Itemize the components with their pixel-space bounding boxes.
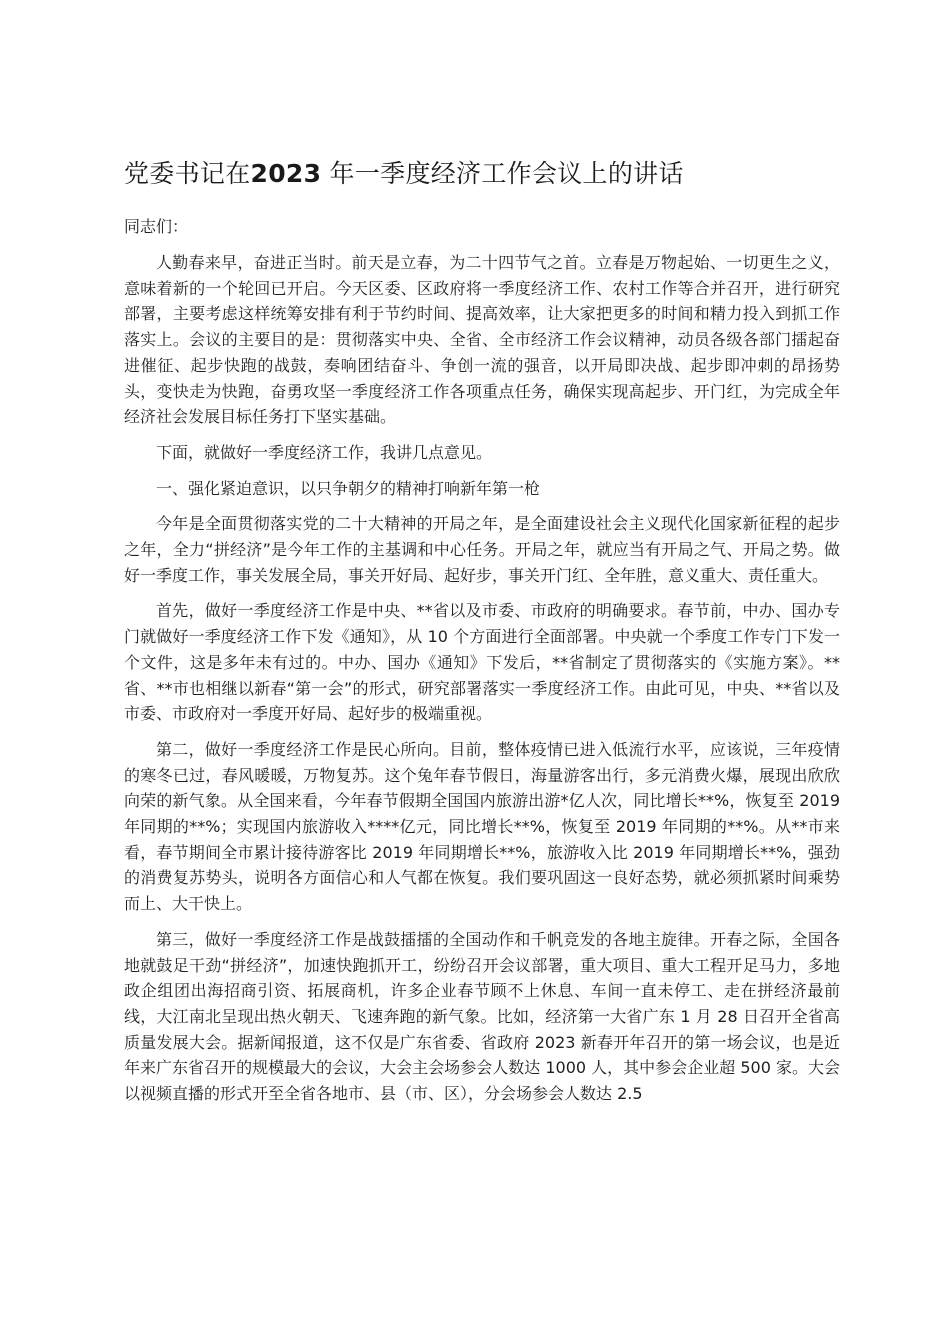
paragraph-first-reason: 首先，做好一季度经济工作是中央、**省以及市委、市政府的明确要求。春节前，中办、国办专门就做好一季度经济工作下发《通知》，从 10 个方面进行全面部署。中央就一个季度工作专门下发一个文件，这是多年未有过的。中办、国办《通知》下发后，**省制定了贯彻落实的《实施方案》。**省、**市也相继以新春“第一会”的形式，研究部署落实一季度经济工作。由此可见，中央、**省以及市委、市政府对一季度开好局、起好步的极端重视。 [124, 601, 840, 724]
salutation: 同志们： [124, 217, 189, 236]
section-heading-1: 一、强化紧迫意识，以只争朝夕的精神打响新年第一枪 [156, 478, 541, 498]
paragraph-third-reason: 第三，做好一季度经济工作是战鼓擂擂的全国动作和千帆竞发的各地主旋律。开春之际，全国各地就鼓足干劲“拼经济”，加速快跑抓开工，纷纷召开会议部署，重大项目、重大工程开足马力，多地政企组团出海招商引资、拓展商机，许多企业春节顾不上休息、车间一直未停工、走在拼经济最前线，大江南北呈现出热火朝天、飞速奔跑的新气象。比如，经济第一大省广东 1 月 28 日召开全省高质量发展大会。据新闻报道，这不仅是广东省委、省政府 2023 新春开年召开的第一场会议，也是近年来广东省召开的规模最大的会议，大会主会场参会人数达 1000 人，其中参会企业超 500 家。大会以视频直播的形式开至全省各地市、县（市、区），分会场参会人数达 2.5 [124, 929, 840, 1104]
paragraph-context: 今年是全面贯彻落实党的二十大精神的开局之年，是全面建设社会主义现代化国家新征程的起步之年，全力“拼经济”是今年工作的主基调和中心任务。开局之年，就应当有开局之气、开局之势。做好一季度工作，事关发展全局，事关开好局、起好步，事关开门红、全年胜，意义重大、责任重大。 [124, 514, 840, 585]
paragraph-opening: 人勤春来早，奋进正当时。前天是立春，为二十四节气之首。立春是万物起始、一切更生之义，意味着新的一个轮回已开启。今天区委、区政府将一季度经济工作、农村工作等合并召开，进行研究部署，主要考虑这样统筹安排有利于节约时间、提高效率，让大家把更多的时间和精力投入到抓工作落实上。会议的主要目的是：贯彻落实中央、全省、全市经济工作会议精神，动员各级各部门擂起奋进催征、起步快跑的战鼓，奏响团结奋斗、争创一流的强音，以开局即决战、起步即冲刺的昂扬势头，变快走为快跑，奋勇攻坚一季度经济工作各项重点任务，确保实现高起步、开门红，为完成全年经济社会发展目标任务打下坚实基础。 [124, 253, 840, 427]
title-prefix: 党委书记在 [124, 159, 251, 188]
paragraph-intro: 下面，就做好一季度经济工作，我讲几点意见。 [156, 442, 493, 462]
title-suffix: 年一季度经济工作会议上的讲话 [329, 159, 684, 188]
paragraph-second-reason: 第二，做好一季度经济工作是民心所向。目前，整体疫情已进入低流行水平，应该说，三年疫情的寒冬已过，春风暖暖，万物复苏。这个兔年春节假日，海量游客出行，多元消费火爆，展现出欣欣向荣的新气象。从全国来看，今年春节假期全国国内旅游出游*亿人次，同比增长**%，恢复至 2019 年同期的**%；实现国内旅游收入****亿元，同比增长**%，恢复至 2019 年同期的**%。从**市来看，春节期间全市累计接待游客比 2019 年同期增长**%，旅游收入比 2019 年同期增长**%，强劲的消费复苏势头，说明各方面信心和人气都在恢复。我们要巩固这一良好态势，就必须抓紧时间乘势而上、大干快上。 [124, 739, 840, 914]
document-title [124, 152, 840, 196]
document-page [124, 152, 840, 1117]
title-year: 2023 [250, 159, 322, 188]
